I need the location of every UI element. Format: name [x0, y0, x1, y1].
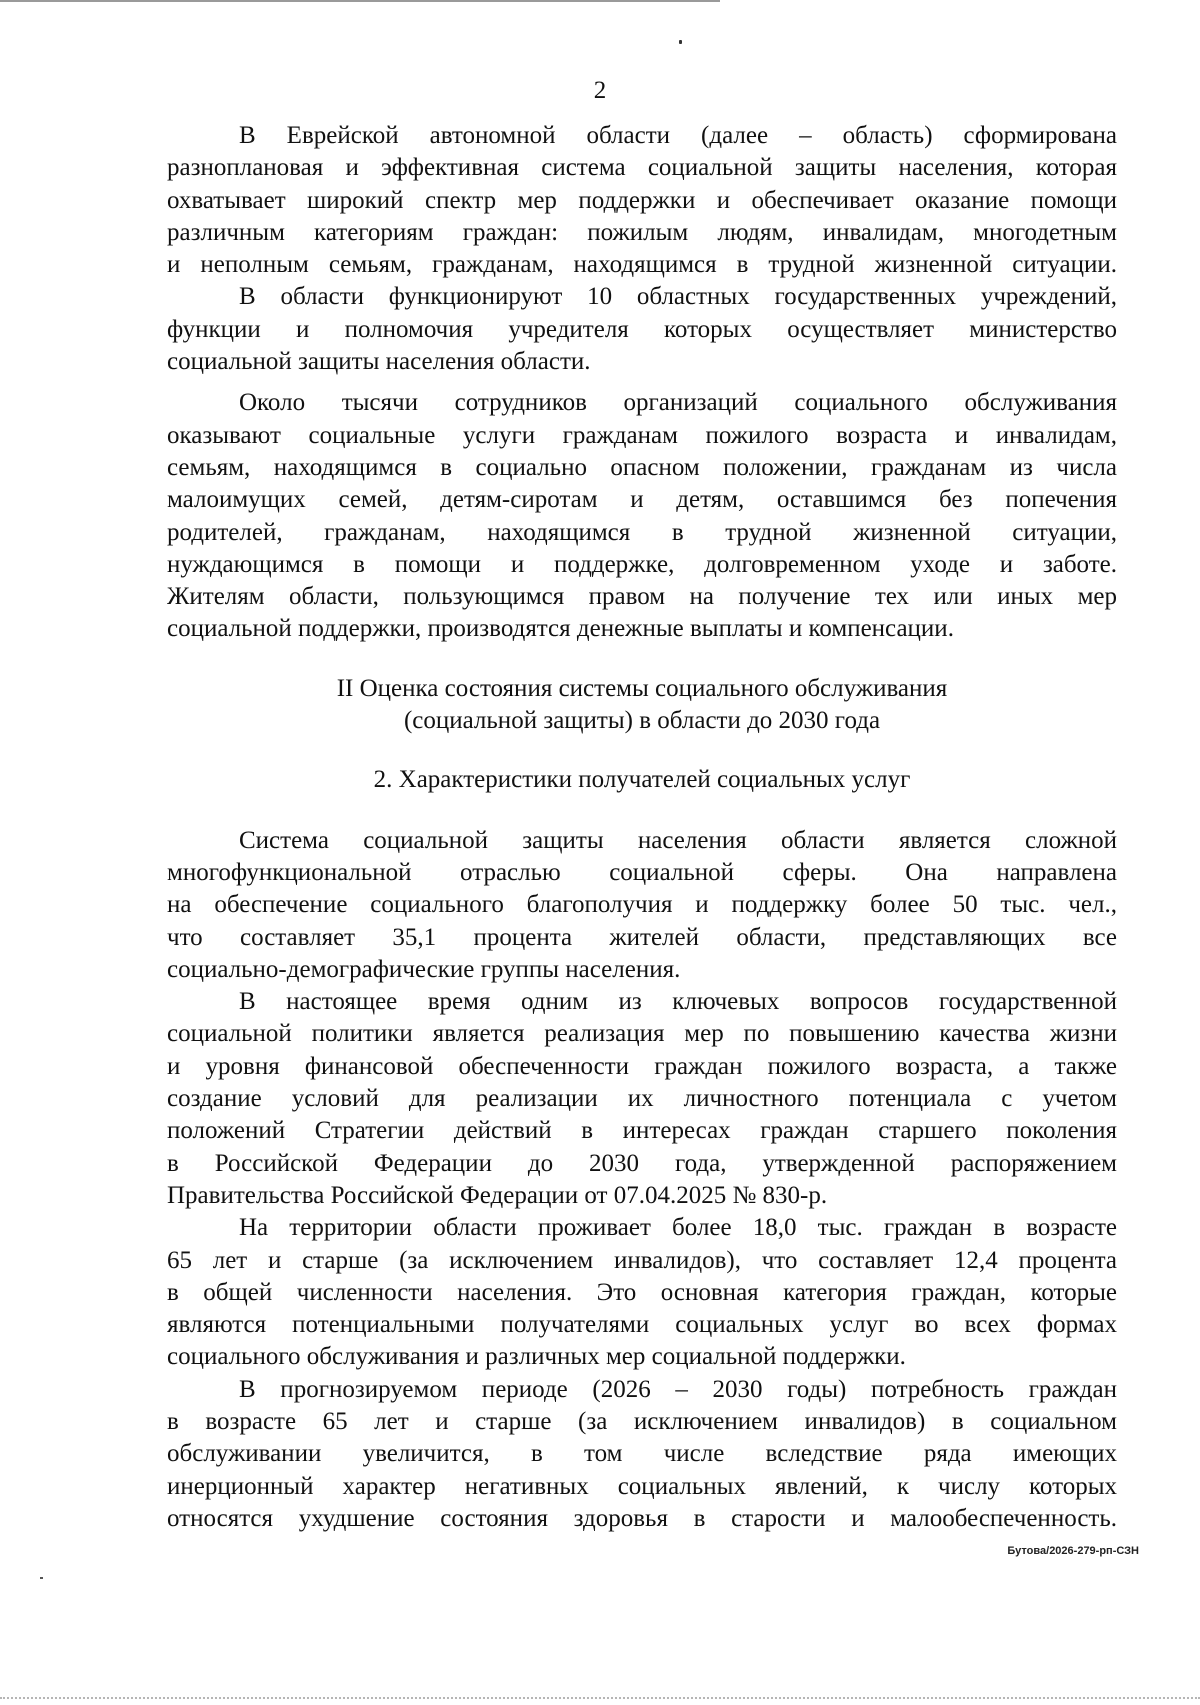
text-line: и неполным семьям, гражданам, находящимся в трудной жизненной ситуации. [167, 251, 1117, 279]
paragraph-gap [167, 378, 1117, 387]
document-reference-code: Бутова/2026-279-рп-СЗН [1007, 1545, 1139, 1557]
paragraph-intro-1 [167, 120, 1117, 281]
text-line: и уровня финансовой обеспеченности граждан пожилого возраста, а также [167, 1052, 1117, 1080]
text-line: социального обслуживания и различных мер социальной поддержки. [167, 1343, 906, 1371]
section-heading [167, 673, 1117, 738]
section-heading-line: II Оценка состояния системы социального обслуживания [336, 674, 948, 702]
text-line: Около тысячи сотрудников организаций социального обслуживания [239, 389, 1117, 417]
text-line: функции и полномочия учредителя которых осуществляет министерство [167, 315, 1117, 343]
scan-speck [40, 1577, 43, 1579]
page-number: 2 [593, 77, 607, 104]
scan-bottom-edge [0, 1697, 1200, 1699]
section-heading-line: (социальной защиты) в области до 2030 года [403, 707, 881, 735]
text-line: малоимущих семей, детям-сиротам и детям, оставшимся без попечения [167, 486, 1117, 514]
text-line: 65 лет и старше (за исключением инвалидов), что составляет 12,4 процента [167, 1246, 1117, 1274]
text-line: родителей, гражданам, находящимся в трудной жизненной ситуации, [167, 518, 1117, 546]
paragraph-main-2 [167, 986, 1117, 1212]
text-line: многофункциональной отраслью социальной сферы. Она направлена [167, 858, 1117, 886]
text-line: социальной защиты населения области. [167, 348, 591, 376]
text-line: являются потенциальными получателями социальных услуг во всех формах [167, 1311, 1117, 1339]
text-line: в возрасте 65 лет и старше (за исключением инвалидов) в социальном [167, 1407, 1117, 1435]
text-line: Система социальной защиты населения области является сложной [239, 826, 1117, 854]
text-line: разноплановая и эффективная система социальной защиты населения, которая [167, 154, 1117, 182]
text-line: В прогнозируемом периоде (2026 – 2030 годы) потребность граждан [239, 1375, 1117, 1403]
paragraph-intro-2 [167, 281, 1117, 378]
text-line: Правительства Российской Федерации от 07.04.2025 № 830-р. [167, 1181, 828, 1209]
text-line: В Еврейской автономной области (далее – область) сформирована [239, 122, 1117, 149]
scan-speck [679, 40, 682, 44]
text-line: На территории области проживает более 18,0 тыс. граждан в возрасте [239, 1214, 1117, 1242]
text-line: в Российской Федерации до 2030 года, утвержденной распоряжением [167, 1149, 1117, 1177]
text-line: на обеспечение социального благополучия и поддержку более 50 тыс. чел., [167, 891, 1117, 919]
text-line: создание условий для реализации их личностного потенциала с учетом [167, 1085, 1117, 1113]
text-line: положений Стратегии действий в интересах граждан старшего поколения [167, 1117, 1117, 1145]
text-line: обслуживании увеличится, в том числе вследствие ряда имеющих [167, 1440, 1117, 1468]
text-line: социально-демографические группы населения. [167, 955, 681, 983]
paragraph-main-3 [167, 1212, 1117, 1373]
text-line: В области функционируют 10 областных государственных учреждений, [239, 283, 1117, 311]
text-line: относятся ухудшение состояния здоровья в старости и малообеспеченность. [167, 1504, 1117, 1532]
text-line: в общей численности населения. Это основная категория граждан, которые [167, 1278, 1117, 1306]
subsection-heading [167, 764, 1117, 796]
text-line: инерционный характер негативных социальных явлений, к числу которых [167, 1472, 1117, 1500]
text-line: охватывает широкий спектр мер поддержки и обеспечивает оказание помощи [167, 186, 1117, 214]
text-line: различным категориям граждан: пожилым людям, инвалидам, многодетным [167, 218, 1117, 246]
paragraph-main-1 [167, 825, 1117, 986]
text-line: нуждающимся в помощи и поддержке, долговременном уходе и заботе. [167, 550, 1117, 578]
document-body [167, 120, 1117, 1535]
scan-top-edge [0, 0, 720, 2]
text-line: социальной политики является реализация мер по повышению качества жизни [167, 1020, 1117, 1048]
text-line: социальной поддержки, производятся денежные выплаты и компенсации. [167, 615, 954, 643]
paragraph-intro-3 [167, 387, 1117, 645]
text-line: оказывают социальные услуги гражданам пожилого возраста и инвалидам, [167, 421, 1117, 449]
text-line: Жителям области, пользующимся правом на получение тех или иных мер [167, 583, 1117, 611]
text-line: семьям, находящимся в социально опасном положении, гражданам из числа [167, 453, 1117, 481]
text-line: что составляет 35,1 процента жителей области, представляющих все [167, 923, 1117, 951]
paragraph-main-4 [167, 1374, 1117, 1535]
subsection-heading-line: 2. Характеристики получателей социальных услуг [373, 766, 911, 794]
text-line: В настоящее время одним из ключевых вопросов государственной [239, 988, 1117, 1016]
